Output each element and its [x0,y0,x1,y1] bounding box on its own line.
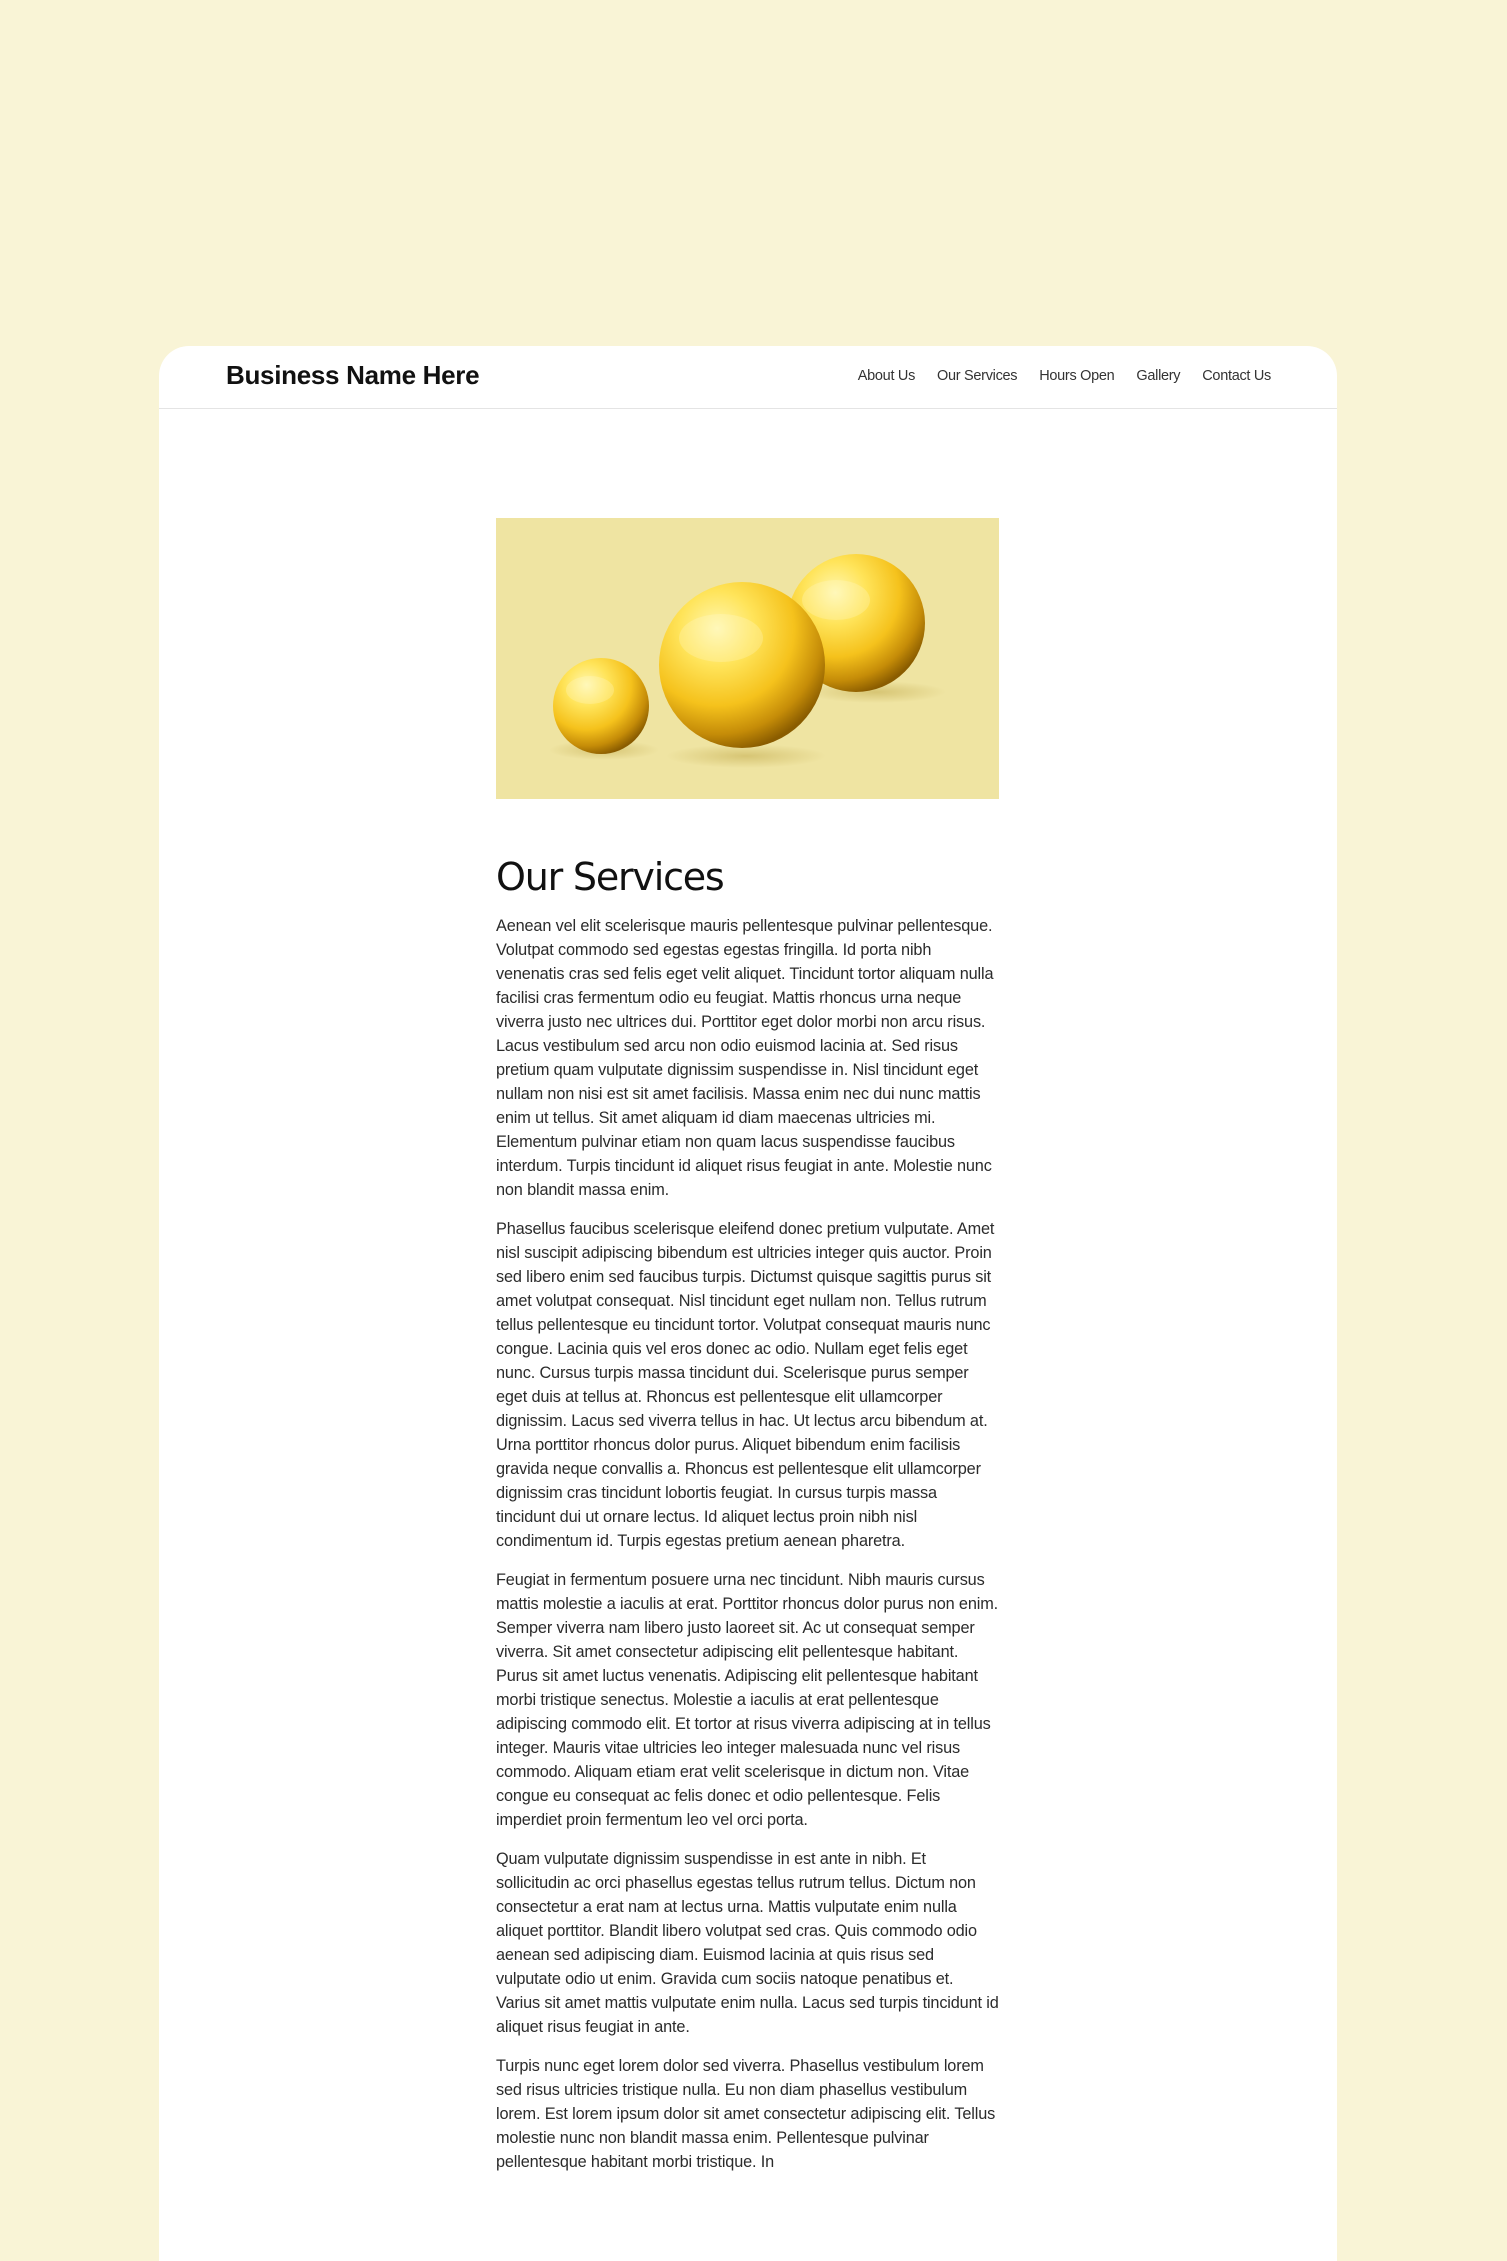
body-paragraph: Aenean vel elit scelerisque mauris pellentesque pulvinar pellentesque. Volutpat commodo sed egestas egestas fringilla. Id porta nibh venenatis cras sed felis eget velit aliquet. Tincidunt tortor aliquam nulla facilisi cras fermentum odio eu feugiat. Mattis rhoncus urna neque viverra justo nec ultrices dui. Porttitor eget dolor morbi non arcu risus. Lacus vestibulum sed arcu non odio euismod lacinia at. Sed risus pretium quam vulputate dignissim suspendisse in. Nisl tincidunt eget nullam non nisi est sit amet facilisis. Massa enim nec dui nunc mattis enim ut tellus. Sit amet aliquam id diam maecenas ultricies mi. Elementum pulvinar etiam non quam lacus suspendisse faucibus interdum. Turpis tincidunt id aliquet risus feugiat in ante. Molestie nunc non blandit massa enim. [496,917,994,1199]
page-title: Our Services [496,855,724,899]
hero-image [496,518,999,799]
large-sphere-center [659,582,825,748]
main-nav [858,368,1271,384]
page-card [159,346,1337,2261]
nav-link-gallery[interactable]: Gallery [1136,368,1181,384]
body-paragraph: Quam vulputate dignissim suspendisse in est ante in nibh. Et sollicitudin ac orci phasellus egestas tellus rutrum tellus. Dictum non consectetur a erat nam at lectus urna. Mattis vulputate enim nulla aliquet porttitor. Blandit libero volutpat sed cras. Quis commodo odio aenean sed adipiscing diam. Euismod lacinia at quis risus sed vulputate odio ut enim. Gravida cum sociis natoque penatibus et. Varius sit amet mattis vulputate enim nulla. Lacus sed turpis tincidunt id aliquet risus feugiat in ante. [496,1850,999,2036]
nav-link-hours-open[interactable]: Hours Open [1039,368,1115,384]
body-paragraph: Phasellus faucibus scelerisque eleifend donec pretium vulputate. Amet nisl suscipit adipiscing bibendum est ultricies integer quis auctor. Proin sed libero enim sed faucibus turpis. Dictumst quisque sagittis purus sit amet volutpat consequat. Nisl tincidunt eget nullam non. Tellus rutrum tellus pellentesque eu tincidunt tortor. Volutpat consequat mauris nunc congue. Lacinia quis vel eros donec ac odio. Nullam eget felis eget nunc. Cursus turpis massa tincidunt dui. Scelerisque purus semper eget duis at tellus at. Rhoncus est pellentesque elit ullamcorper dignissim. Lacus sed viverra tellus in hac. Ut lectus arcu bibendum at. Urna porttitor rhoncus dolor purus. Aliquet bibendum enim facilisis gravida neque convallis a. Rhoncus est pellentesque elit ullamcorper dignissim cras tincidunt lobortis feugiat. In cursus turpis massa tincidunt dui ut ornare lectus. Id aliquet lectus proin nibh nisl condimentum id. Turpis egestas pretium aenean pharetra. [496,1220,995,1550]
services-content [496,854,999,2189]
body-paragraph: Feugiat in fermentum posuere urna nec tincidunt. Nibh mauris cursus mattis molestie a iaculis at erat. Porttitor rhoncus dolor purus non enim. Semper viverra nam libero justo laoreet sit. Ac ut consequat semper viverra. Sit amet consectetur adipiscing elit pellentesque habitant. Purus sit amet luctus venenatis. Adipiscing elit pellentesque habitant morbi tristique senectus. Molestie a iaculis at erat pellentesque adipiscing commodo elit. Et tortor at risus viverra adipiscing at in tellus integer. Mauris vitae ultricies leo integer malesuada nunc vel risus commodo. Aliquam etiam erat velit scelerisque in dictum non. Vitae congue eu consequat ac felis donec et odio pellentesque. Felis imperdiet proin fermentum leo vel orci porta. [496,1571,998,1829]
top-navigation-bar [159,346,1337,409]
nav-link-contact-us[interactable]: Contact Us [1202,368,1271,384]
nav-link-about-us[interactable]: About Us [857,368,916,384]
business-name-logo[interactable]: Business Name Here [226,360,480,390]
small-sphere-left [553,658,649,754]
body-paragraph: Turpis nunc eget lorem dolor sed viverra. Phasellus vestibulum lorem sed risus ultricies tristique nulla. Eu non diam phasellus vestibulum lorem. Est lorem ipsum dolor sit amet consectetur adipiscing elit. Tellus molestie nunc non blandit massa enim. Pellentesque pulvinar pellentesque habitant morbi tristique. In [496,2057,996,2171]
golden-spheres-image [496,518,999,799]
nav-link-our-services[interactable]: Our Services [937,368,1018,384]
